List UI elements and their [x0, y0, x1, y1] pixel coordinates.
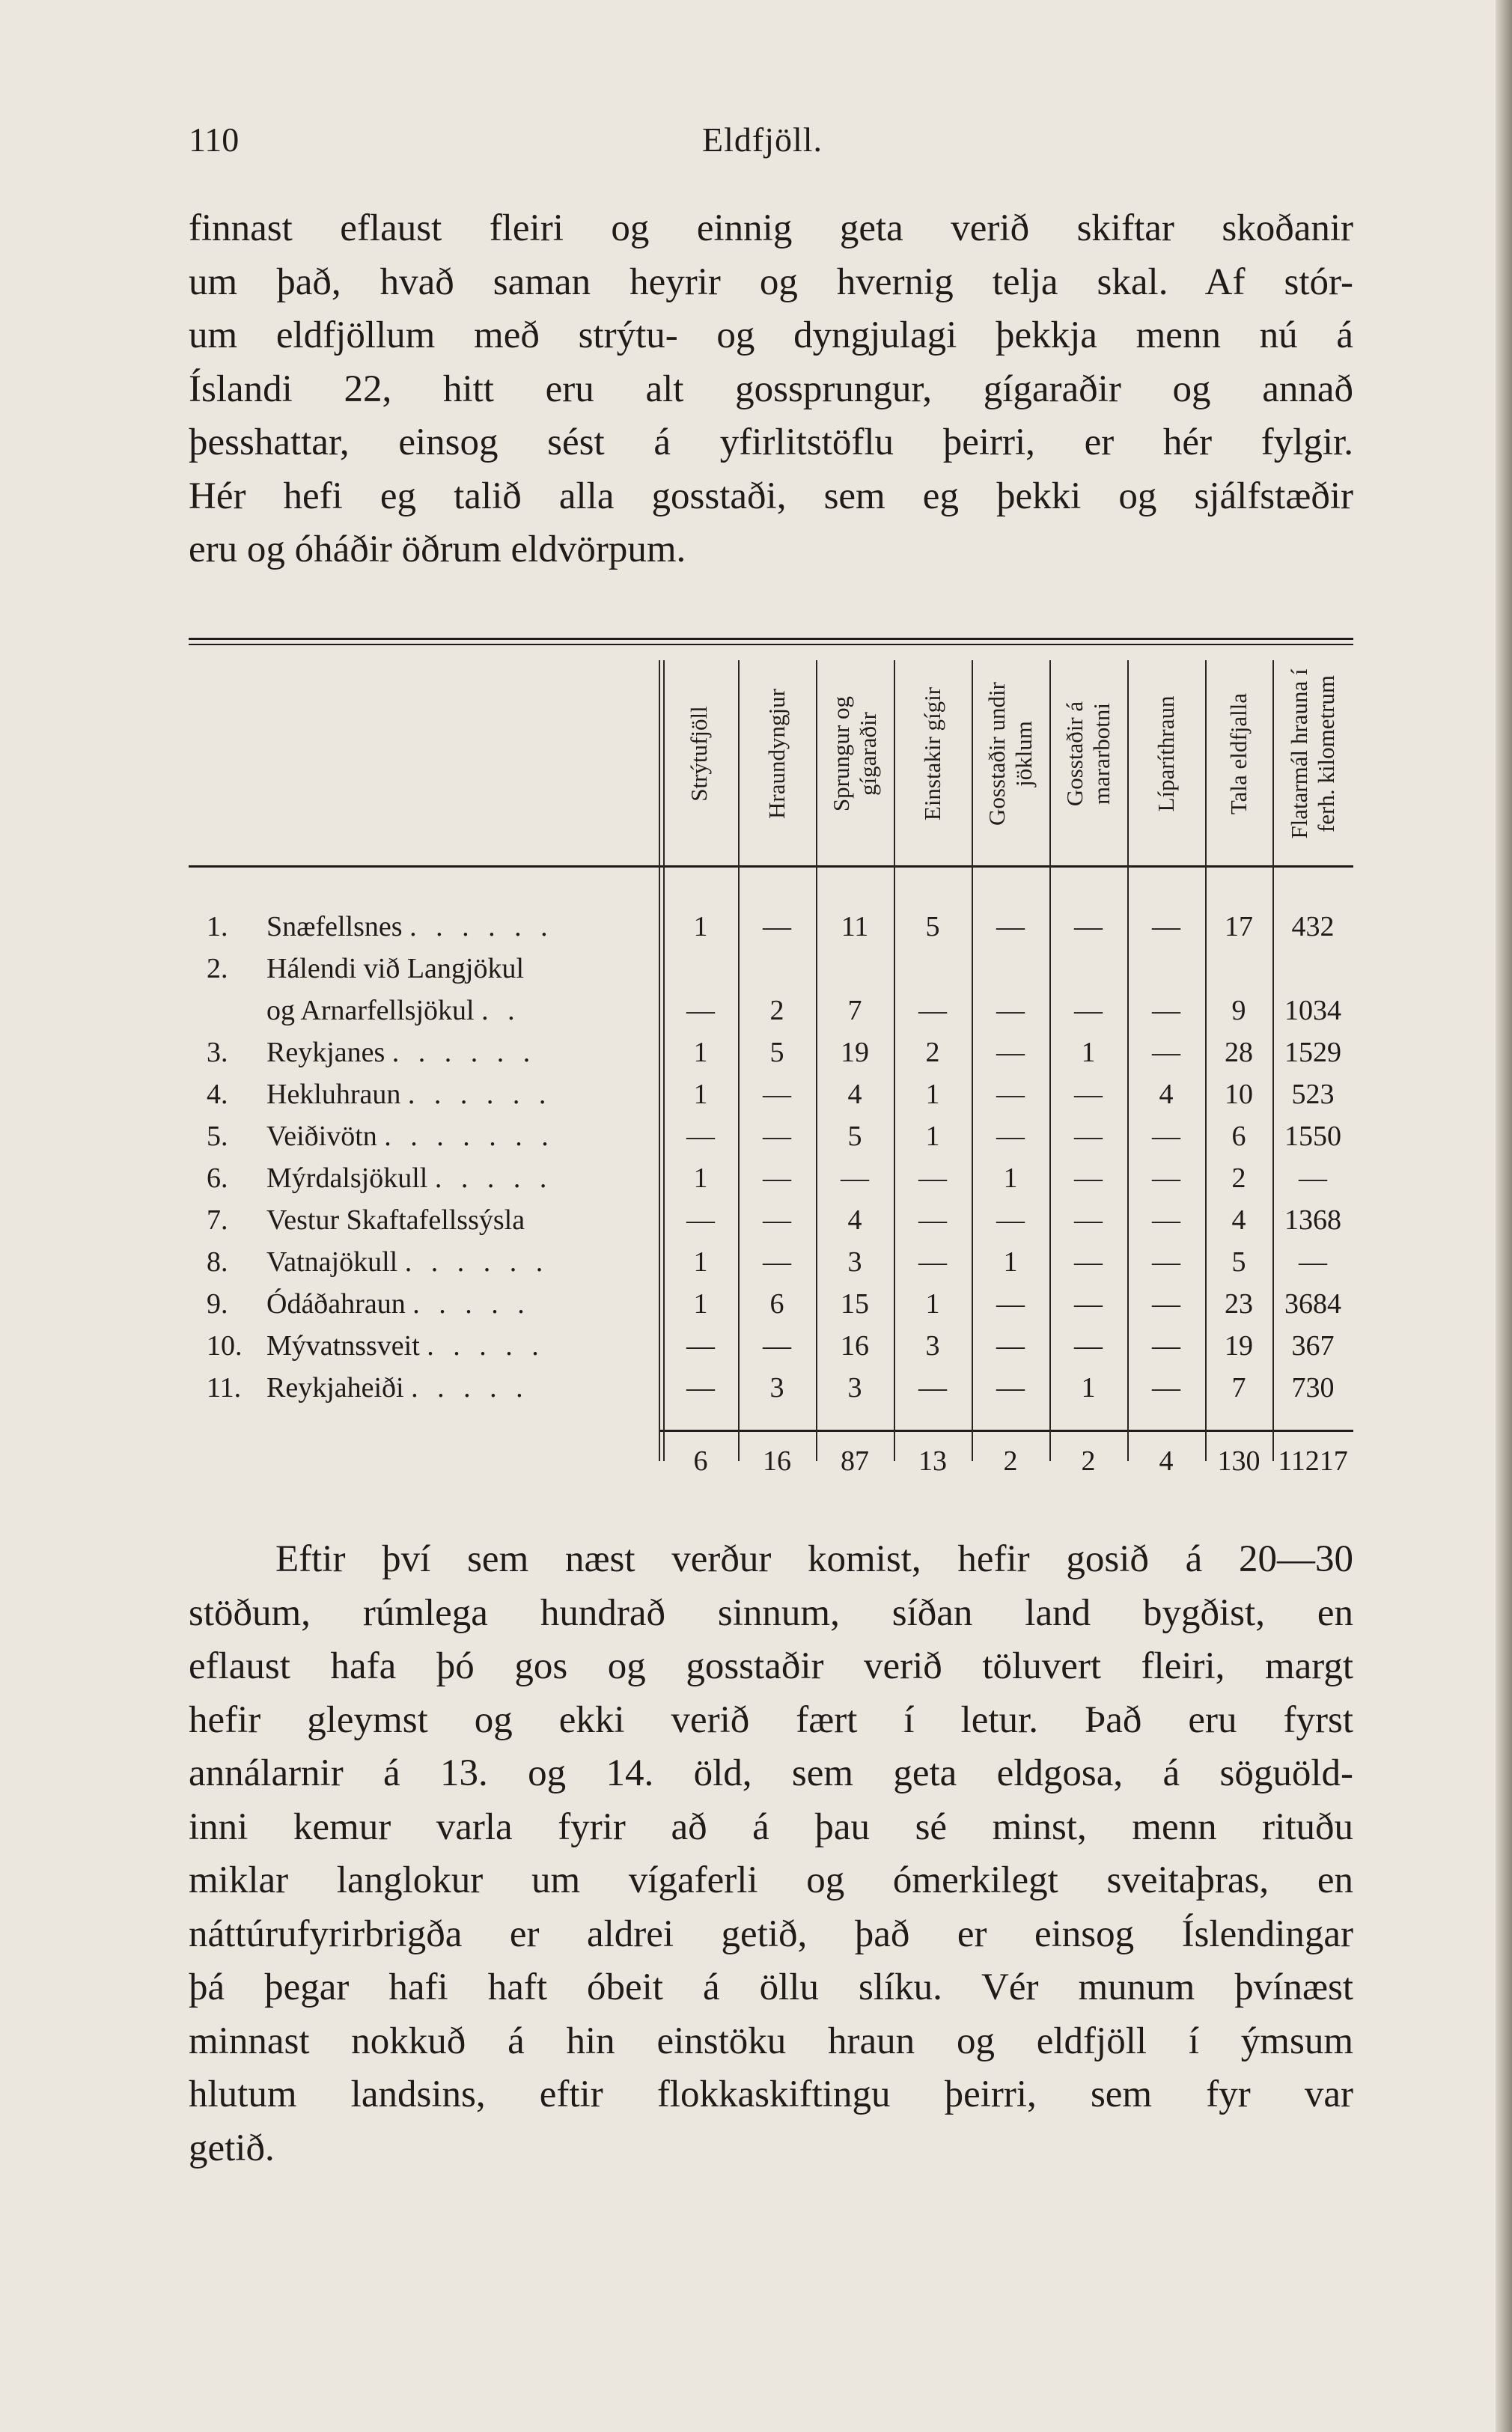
row-number: 7.	[207, 1204, 228, 1236]
table-row	[189, 1246, 1353, 1287]
text-line: stöðum, rúmlega hundrað sinnum, síðan land bygðist, en	[189, 1591, 1353, 1634]
row-number: 9.	[207, 1288, 228, 1320]
table-cell: —	[686, 1330, 715, 1362]
region-name	[266, 1078, 552, 1111]
text-line: annálarnir á 13. og 14. öld, sem geta eldgosa, á söguöld-	[189, 1752, 1353, 1794]
table-cell: 1	[925, 1121, 940, 1152]
table-cell: 2	[1231, 1162, 1246, 1194]
table-cell: 4	[1159, 1079, 1174, 1110]
region-name	[266, 1036, 536, 1069]
leader-dots: . . . . . .	[404, 1246, 549, 1278]
table-cell: 17	[1225, 911, 1253, 942]
table-cell: —	[996, 1330, 1025, 1362]
total-cell: 2	[1081, 1445, 1096, 1477]
leader-dots: . . . . . .	[409, 911, 554, 942]
column-header	[1127, 653, 1205, 855]
text-line: eflaust hafa þó gos og gosstaðir verið töluvert fleiri, margt	[189, 1645, 1353, 1687]
table-top-rule	[189, 638, 1353, 640]
table-cell: —	[1152, 1288, 1180, 1320]
text-line: þá þegar hafi haft óbeit á öllu slíku. Vér munum þvínæst	[189, 1966, 1353, 2008]
table-cell: —	[1074, 1079, 1103, 1110]
table-cell: 6	[769, 1288, 784, 1320]
table-cell: —	[686, 1121, 715, 1152]
region-name	[266, 1246, 549, 1279]
column-header-text: Tala eldfjalla	[1225, 692, 1252, 815]
text-line: náttúrufyrirbrigða er aldrei getið, það er einsog Íslendingar	[189, 1913, 1353, 1955]
region-name	[266, 910, 554, 943]
leader-dots: . . . . .	[411, 1372, 529, 1404]
table-cell: 1	[1081, 1372, 1096, 1404]
table-cell: —	[1152, 1037, 1180, 1068]
table-cell: —	[918, 995, 947, 1026]
leader-dots: . . . . .	[427, 1330, 545, 1362]
table-row	[189, 1078, 1353, 1120]
table-cell: 1	[693, 911, 708, 942]
table-cell: 1034	[1284, 995, 1341, 1026]
table-row	[189, 1162, 1353, 1204]
column-header	[894, 653, 972, 855]
leader-dots: . . . . .	[434, 1162, 553, 1194]
table-cell: 367	[1291, 1330, 1335, 1362]
table-cell: —	[1074, 995, 1103, 1026]
table-cell: 1	[925, 1288, 940, 1320]
table-cell: —	[686, 995, 715, 1026]
text-line: um eldfjöllum með strýtu- og dyngjulagi þekkja menn nú á	[189, 314, 1353, 356]
column-header	[972, 653, 1049, 855]
leader-dots: . .	[481, 995, 521, 1026]
table-cell: 432	[1291, 911, 1335, 942]
leader-dots: . . . . .	[412, 1288, 531, 1320]
page-edge	[1496, 0, 1512, 2432]
table-row	[189, 952, 1353, 994]
column-header-text: Líparíthraun	[1153, 695, 1179, 812]
table-cell: —	[1152, 1372, 1180, 1404]
totals-row	[189, 1445, 1353, 1487]
table-cell: 1	[925, 1079, 940, 1110]
region-name-text: Veiðivötn	[266, 1121, 377, 1152]
column-header	[1049, 653, 1127, 855]
table-cell: —	[763, 1246, 791, 1278]
volcano-summary-table	[189, 638, 1353, 1477]
table-cell: —	[918, 1204, 947, 1236]
table-cell: 5	[847, 1121, 862, 1152]
column-header-text: Gosstaðir undir jöklum	[984, 682, 1037, 826]
table-cell: 7	[1231, 1372, 1246, 1404]
row-number: 2.	[207, 953, 228, 984]
column-header-text: Strýtufjöll	[686, 706, 712, 802]
table-cell: 19	[841, 1037, 869, 1068]
row-number: 4.	[207, 1079, 228, 1110]
table-cell: —	[1152, 1246, 1180, 1278]
table-row-continuation	[189, 994, 1353, 1036]
table-cell: 1	[1003, 1246, 1018, 1278]
table-cell: 3684	[1284, 1288, 1341, 1320]
text-line: inni kemur varla fyrir að á þau sé minst, menn rituðu	[189, 1805, 1353, 1848]
table-cell: 6	[1231, 1121, 1246, 1152]
table-cell: —	[996, 1204, 1025, 1236]
table-cell: —	[1074, 1204, 1103, 1236]
text-line: hefir gleymst og ekki verið fært í letur. Það eru fyrst	[189, 1698, 1353, 1741]
table-cell: 3	[769, 1372, 784, 1404]
table-cell: —	[686, 1204, 715, 1236]
table-cell: 1529	[1284, 1037, 1341, 1068]
header-bottom-rule	[189, 865, 1353, 868]
totals-rule	[660, 1430, 1353, 1432]
region-name-text: Mýrdalsjökull	[266, 1162, 428, 1194]
region-name	[266, 1120, 555, 1153]
table-cell: —	[763, 1121, 791, 1152]
row-number: 3.	[207, 1037, 228, 1068]
leader-dots: . . . . . .	[391, 1037, 537, 1068]
region-name-text: Snæfellsnes	[266, 911, 403, 942]
page-number: 110	[189, 121, 240, 159]
row-number: 11.	[207, 1372, 242, 1404]
table-cell: 5	[1231, 1246, 1246, 1278]
text-line: eru og óháðir öðrum eldvörpum.	[189, 528, 686, 570]
table-cell: —	[1152, 911, 1180, 942]
column-header	[738, 653, 816, 855]
table-cell: 3	[847, 1372, 862, 1404]
table-cell: 1	[693, 1037, 708, 1068]
table-cell: 1	[693, 1246, 708, 1278]
row-number: 6.	[207, 1162, 228, 1194]
table-cell: 9	[1231, 995, 1246, 1026]
column-header	[1272, 653, 1353, 855]
region-name	[266, 1371, 529, 1404]
table-cell: —	[1299, 1162, 1327, 1194]
table-cell: 4	[847, 1079, 862, 1110]
table-cell: —	[763, 1330, 791, 1362]
row-number: 5.	[207, 1121, 228, 1152]
table-cell: 5	[769, 1037, 784, 1068]
table-cell: —	[1074, 1121, 1103, 1152]
region-name	[266, 1287, 531, 1320]
table-cell: 1	[693, 1288, 708, 1320]
text-line: Eftir því sem næst verður komist, hefir gosið á 20—30	[275, 1538, 1353, 1580]
paragraph-intro	[189, 202, 1353, 577]
table-cell: 3	[925, 1330, 940, 1362]
column-header-text: Sprungur og gígaraðir	[828, 695, 881, 812]
table-cell: —	[996, 1121, 1025, 1152]
region-name-text: Hekluhraun	[266, 1079, 401, 1110]
table-cell: —	[918, 1372, 947, 1404]
table-cell: —	[918, 1162, 947, 1194]
column-header-text: Hraundyngjur	[763, 689, 790, 819]
total-cell: 4	[1159, 1445, 1174, 1477]
table-cell: 7	[847, 995, 862, 1026]
region-name	[266, 1162, 552, 1195]
table-cell: —	[996, 995, 1025, 1026]
table-cell: 1550	[1284, 1121, 1341, 1152]
leader-dots: . . . . . .	[407, 1079, 552, 1110]
region-name	[266, 1329, 545, 1362]
table-cell: 2	[769, 995, 784, 1026]
table-cell: 2	[925, 1037, 940, 1068]
row-number: 10.	[207, 1330, 243, 1362]
table-cell: 15	[841, 1288, 869, 1320]
text-line: finnast eflaust fleiri og einnig geta verið skiftar skoðanir	[189, 207, 1353, 249]
table-cell: 523	[1291, 1079, 1335, 1110]
table-cell: —	[996, 1037, 1025, 1068]
table-row	[189, 910, 1353, 952]
column-header-text: Einstakir gígir	[919, 686, 945, 821]
total-cell: 6	[693, 1445, 708, 1477]
table-cell: —	[1074, 1330, 1103, 1362]
table-cell: —	[1074, 1288, 1103, 1320]
table-cell: —	[1074, 911, 1103, 942]
table-cell: 4	[1231, 1204, 1246, 1236]
row-number: 8.	[207, 1246, 228, 1278]
table-cell: —	[763, 1162, 791, 1194]
table-cell: 1	[1003, 1162, 1018, 1194]
text-line: miklar langlokur um vígaferli og ómerkilegt sveitaþras, en	[189, 1859, 1353, 1901]
table-cell: —	[686, 1372, 715, 1404]
table-row	[189, 1287, 1353, 1329]
leader-dots: . . . . . . .	[384, 1121, 555, 1152]
table-cell: —	[1152, 1121, 1180, 1152]
table-cell: —	[841, 1162, 869, 1194]
page-header	[189, 120, 1353, 165]
region-name-text: og Arnarfellsjökul	[266, 995, 475, 1026]
table-cell: —	[1299, 1246, 1327, 1278]
table-cell: —	[996, 1288, 1025, 1320]
text-line: Íslandi 22, hitt eru alt gossprungur, gígaraðir og annað	[189, 368, 1353, 410]
table-cell: —	[1074, 1246, 1103, 1278]
region-name-text: Vestur Skaftafellssýsla	[266, 1204, 525, 1236]
column-header	[1205, 653, 1272, 855]
table-row	[189, 1120, 1353, 1162]
text-line: þesshattar, einsog sést á yfirlitstöflu þeirri, er hér fylgir.	[189, 421, 1353, 463]
table-row	[189, 1329, 1353, 1371]
table-cell: —	[1152, 1204, 1180, 1236]
table-row	[189, 1371, 1353, 1413]
table-cell: —	[1152, 1162, 1180, 1194]
table-cell: 16	[841, 1330, 869, 1362]
table-cell: —	[763, 1204, 791, 1236]
table-cell: 1	[693, 1079, 708, 1110]
table-cell: —	[1074, 1162, 1103, 1194]
table-cell: —	[763, 911, 791, 942]
text-line: minnast nokkuð á hin einstöku hraun og eldfjöll í ýmsum	[189, 2020, 1353, 2062]
table-cell: —	[1152, 1330, 1180, 1362]
running-title: Eldfjöll.	[702, 121, 823, 159]
total-cell: 130	[1217, 1445, 1260, 1477]
paragraph-eruptions	[189, 1533, 1353, 2175]
region-name	[266, 994, 521, 1027]
total-cell: 16	[763, 1445, 791, 1477]
column-header-text: Gosstaðir á mararbotni	[1061, 701, 1115, 807]
text-line: getið.	[189, 2127, 275, 2169]
text-line: Hér hefi eg talið alla gosstaði, sem eg þekki og sjálfstæðir	[189, 475, 1353, 517]
region-name-text: Hálendi við Langjökul	[266, 953, 525, 984]
table-cell: —	[763, 1079, 791, 1110]
table-cell: —	[996, 911, 1025, 942]
total-cell: 2	[1003, 1445, 1018, 1477]
region-name-text: Reykjanes	[266, 1037, 385, 1068]
table-cell: 28	[1225, 1037, 1253, 1068]
column-header	[816, 653, 894, 855]
total-cell: 11217	[1278, 1445, 1348, 1477]
table-row	[189, 1036, 1353, 1078]
table-cell: —	[996, 1372, 1025, 1404]
table-cell: 11	[841, 911, 869, 942]
table-cell: 5	[925, 911, 940, 942]
table-top-rule	[189, 644, 1353, 645]
column-header	[660, 653, 738, 855]
table-cell: 730	[1291, 1372, 1335, 1404]
table-cell: 4	[847, 1204, 862, 1236]
table-cell: —	[918, 1246, 947, 1278]
table-cell: —	[996, 1079, 1025, 1110]
region-name-text: Ódáðahraun	[266, 1288, 406, 1320]
text-line: hlutum landsins, eftir flokkaskiftingu þeirri, sem fyr var	[189, 2073, 1353, 2115]
region-name-text: Mývatnssveit	[266, 1330, 420, 1362]
table-cell: 1368	[1284, 1204, 1341, 1236]
table-row	[189, 1204, 1353, 1246]
total-cell: 13	[918, 1445, 947, 1477]
table-cell: 19	[1225, 1330, 1253, 1362]
table-cell: —	[1152, 995, 1180, 1026]
table-cell: 3	[847, 1246, 862, 1278]
region-name-text: Vatnajökull	[266, 1246, 398, 1278]
table-cell: 1	[693, 1162, 708, 1194]
region-name-text: Reykjaheiði	[266, 1372, 404, 1404]
table-cell: 10	[1225, 1079, 1253, 1110]
table-cell: 23	[1225, 1288, 1253, 1320]
total-cell: 87	[841, 1445, 869, 1477]
table-cell: 1	[1081, 1037, 1096, 1068]
text-line: um það, hvað saman heyrir og hvernig telja skal. Af stór-	[189, 260, 1353, 303]
column-header-text: Flatarmál hrauna í ferh. kilometrum	[1286, 668, 1339, 839]
row-number: 1.	[207, 911, 228, 942]
